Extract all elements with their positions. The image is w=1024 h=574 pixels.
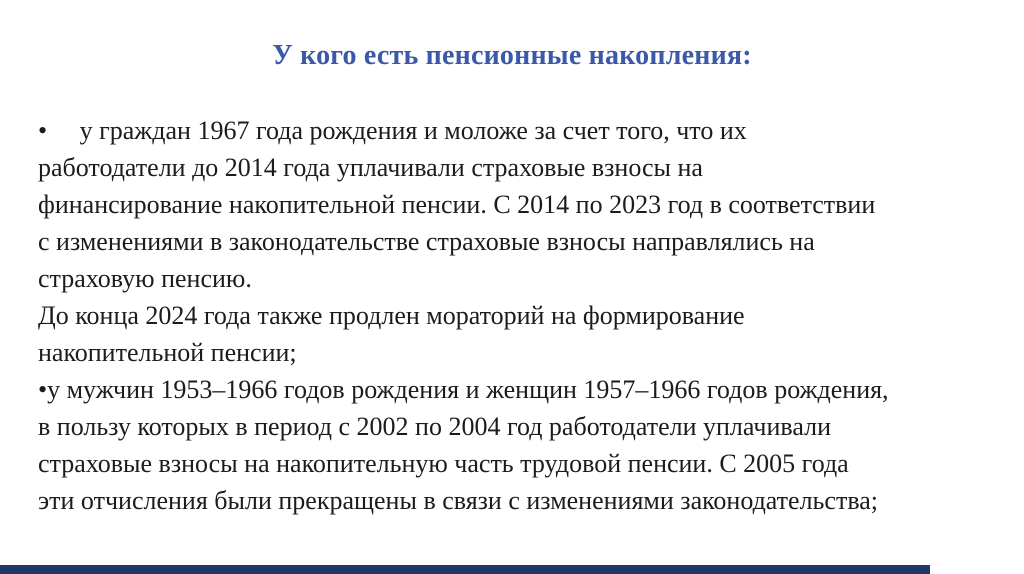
slide-body-text (38, 112, 1006, 519)
body-line: с изменениями в законодательстве страховые взносы направлялись на (38, 227, 815, 256)
body-line: накопительной пенсии; (38, 338, 297, 367)
body-line: •у мужчин 1953–1966 годов рождения и женщин 1957–1966 годов рождения, (38, 375, 889, 404)
body-line: До конца 2024 года также продлен мораторий на формирование (38, 301, 745, 330)
body-line: страховые взносы на накопительную часть трудовой пенсии. С 2005 года (38, 449, 849, 478)
bottom-accent-bar (0, 565, 930, 574)
body-line: в пользу которых в период с 2002 по 2004 год работодатели уплачивали (38, 412, 831, 441)
body-line: • у граждан 1967 года рождения и моложе за счет того, что их (38, 116, 747, 145)
body-line: финансирование накопительной пенсии. С 2014 по 2023 год в соответствии (38, 190, 876, 219)
body-line: работодатели до 2014 года уплачивали страховые взносы на (38, 153, 703, 182)
slide-title: У кого есть пенсионные накопления: (272, 40, 752, 71)
body-line: эти отчисления были прекращены в связи с изменениями законодательства; (38, 486, 879, 515)
body-line: страховую пенсию. (38, 264, 252, 293)
